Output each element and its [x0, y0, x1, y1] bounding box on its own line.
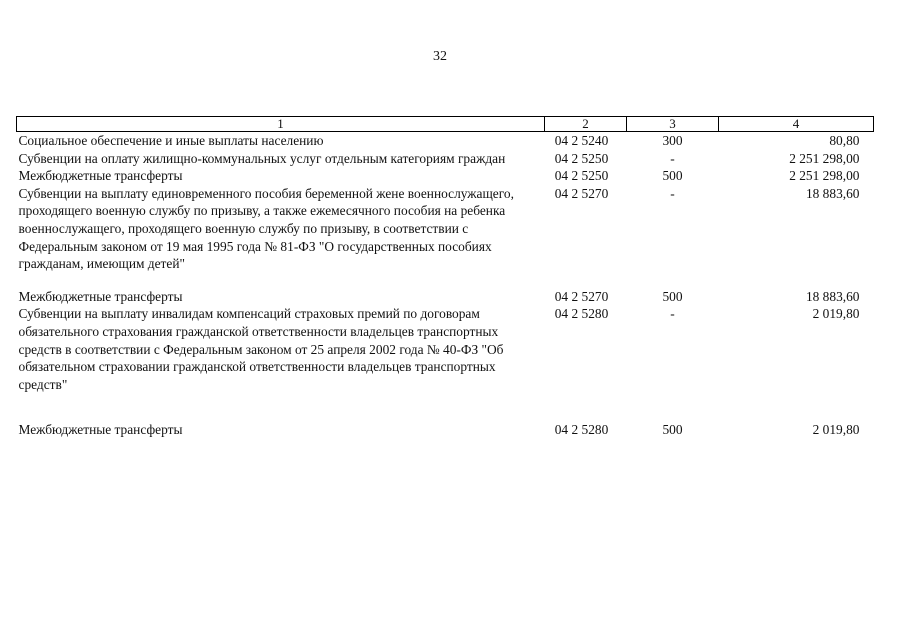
row-name: Субвенции на выплату инвалидам компенсаций страховых премий по договорам обязательного страхования гражданской ответственности владельцев транспортных средств в соответствии с Федеральным законом от 25 апреля 2002 года № 40-ФЗ "Об обязательном страховании гражданской ответственности владельцев транспортных средств"	[18, 306, 504, 392]
row-type: 500	[662, 422, 683, 438]
row-name: Субвенции на оплату жилищно-коммунальных услуг отдельным категориям граждан	[18, 150, 506, 166]
row-amount: 2 251 298,00	[789, 150, 860, 166]
row-type: -	[670, 185, 675, 201]
row-code: 04 2 5280	[554, 306, 609, 322]
table-header-row	[17, 117, 874, 132]
row-code: 04 2 5270	[554, 185, 609, 201]
budget-table	[16, 116, 874, 439]
column-header-name: 1	[17, 117, 545, 132]
column-header-code: 2	[545, 117, 627, 132]
page-number: 32	[433, 49, 447, 64]
row-name: Субвенции на выплату единовременного пособия беременной жене военнослужащего, проходящего военную службу по призыву, а также ежемесячного пособия на ребенка военнослужащего, проходящего военную службу по призыву, в соответствии с Федеральным законом от 19 мая 1995 года № 81-ФЗ "О государственных пособиях гражданам, имеющим детей"	[18, 185, 514, 272]
row-code: 04 2 5250	[554, 168, 609, 184]
row-amount: 2 251 298,00	[789, 168, 860, 184]
column-header-amount: 4	[719, 117, 874, 132]
row-type: 300	[662, 133, 683, 148]
row-name: Межбюджетные трансферты	[18, 168, 183, 184]
table-row	[17, 421, 874, 439]
row-amount: 2 019,80	[812, 422, 860, 438]
table-row	[17, 185, 874, 288]
table-row	[17, 305, 874, 421]
table-row	[17, 150, 874, 168]
row-type: 500	[662, 168, 683, 184]
row-amount: 18 883,60	[805, 185, 860, 201]
row-amount: 80,80	[829, 133, 860, 148]
row-code: 04 2 5250	[554, 150, 609, 166]
table-row	[17, 167, 874, 185]
row-amount: 2 019,80	[812, 306, 860, 322]
table-row	[17, 132, 874, 150]
row-type: 500	[662, 288, 683, 304]
row-name: Социальное обеспечение и иные выплаты населению	[18, 133, 324, 148]
row-code: 04 2 5270	[554, 288, 609, 304]
row-code: 04 2 5280	[554, 422, 609, 438]
row-type: -	[670, 150, 675, 166]
table-row	[17, 288, 874, 306]
row-name: Межбюджетные трансферты	[18, 422, 183, 438]
row-name: Межбюджетные трансферты	[18, 288, 183, 304]
row-type: -	[670, 306, 675, 322]
column-header-type: 3	[627, 117, 719, 132]
row-amount: 18 883,60	[805, 288, 860, 304]
row-code: 04 2 5240	[554, 133, 609, 148]
